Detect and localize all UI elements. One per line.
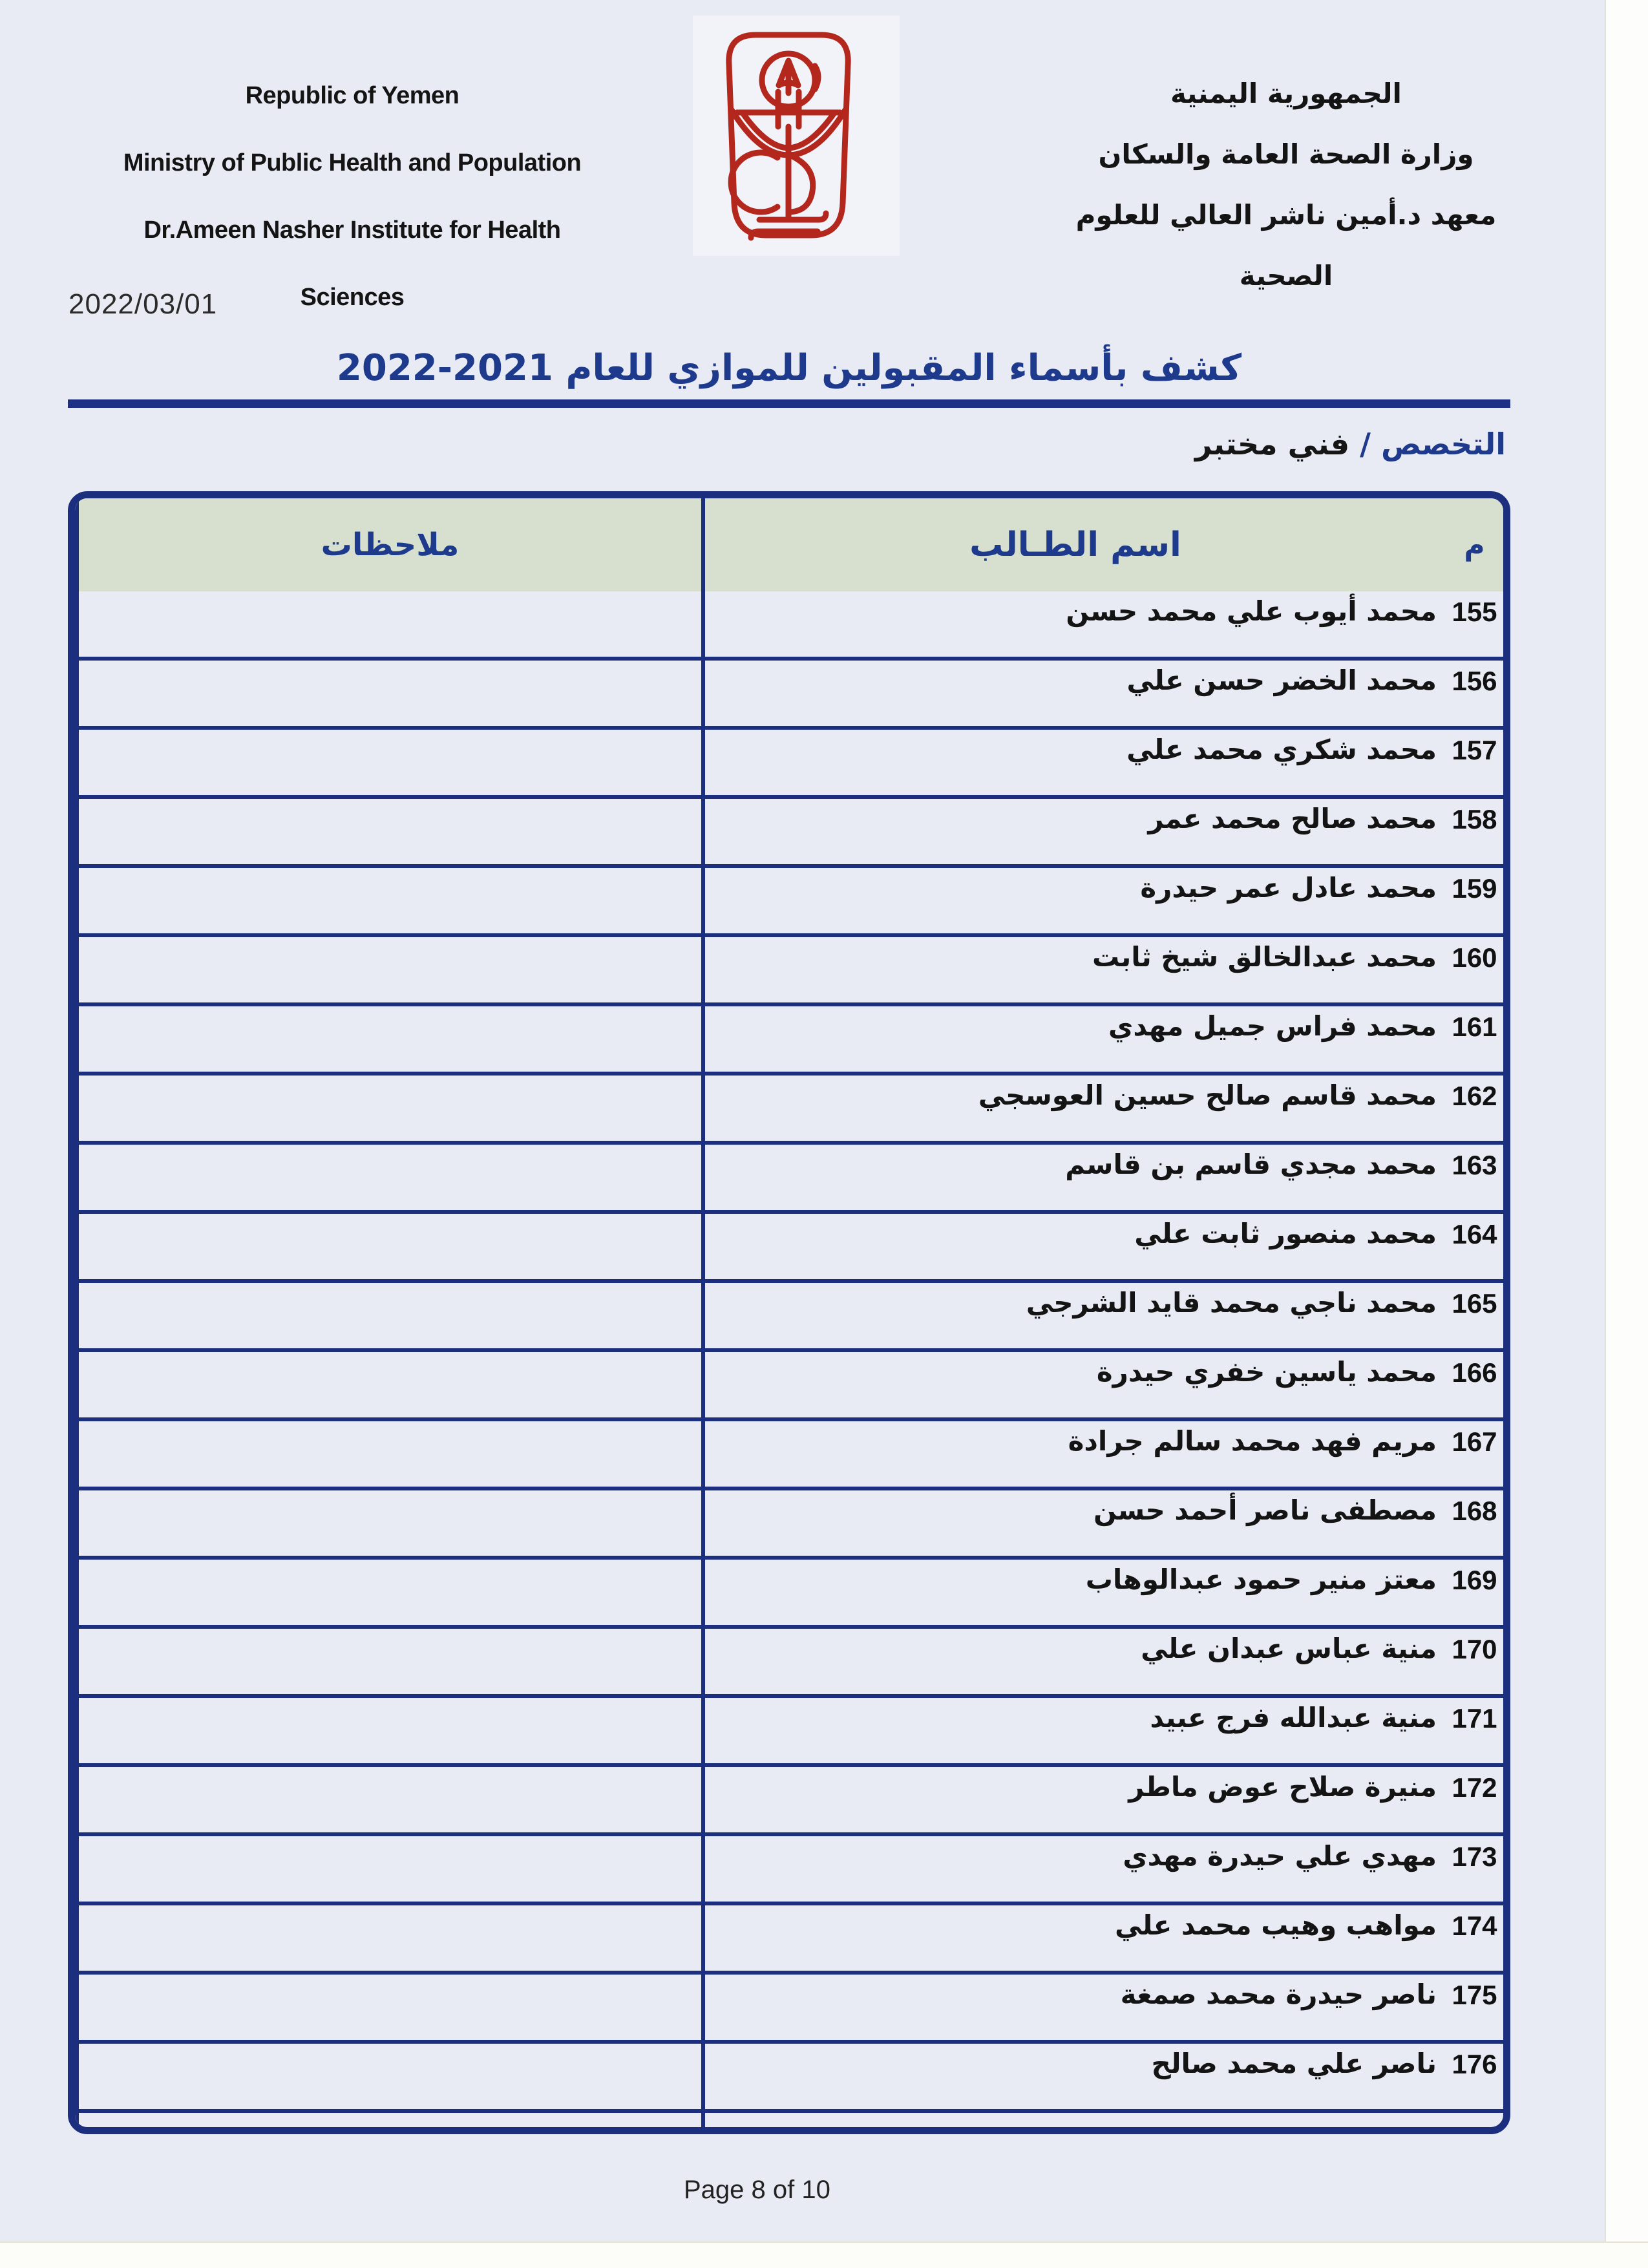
row-number-cell (1446, 1767, 1503, 1832)
title-underline (68, 399, 1510, 408)
document-date: 2022/03/01 (69, 288, 218, 320)
row-name-cell (701, 1836, 1446, 1902)
row-name-cell (701, 799, 1446, 864)
row-number: 175 (1452, 1980, 1497, 2010)
row-name: محمد صالح محمد عمر (1148, 803, 1437, 834)
table-row (75, 1421, 1503, 1490)
row-name: محمد منصور ثابت علي (1134, 1218, 1437, 1249)
row-number-cell (1446, 799, 1503, 864)
row-number-cell (1446, 1975, 1503, 2040)
table-row (75, 1698, 1503, 1767)
table-row (75, 661, 1503, 730)
table-row (75, 799, 1503, 868)
row-number: 158 (1452, 804, 1497, 834)
table-row (75, 937, 1503, 1006)
table-row (75, 2044, 1503, 2113)
scan-edge-right (1605, 0, 1648, 2268)
letterhead-arabic-line3: معهد د.أمين ناشر العالي للعلوم الصحية (1075, 199, 1497, 291)
row-number-cell (1446, 1698, 1503, 1763)
row-number-cell (1446, 1352, 1503, 1417)
row-number: 161 (1452, 1012, 1497, 1042)
row-name-cell (701, 661, 1446, 726)
row-number-cell (1446, 868, 1503, 933)
row-number-cell (1446, 1490, 1503, 1556)
table-row (75, 1145, 1503, 1214)
table-row (75, 591, 1503, 661)
row-number-cell (1446, 1836, 1503, 1902)
row-number: 164 (1452, 1219, 1497, 1249)
table-header-row (75, 498, 1503, 591)
row-notes-cell (75, 1698, 701, 1763)
row-notes-cell (75, 868, 701, 933)
row-number-cell (1446, 1283, 1503, 1348)
row-number-cell (1446, 1145, 1503, 1210)
row-notes-cell (75, 1214, 701, 1279)
health-caduceus-emblem-icon (721, 28, 856, 242)
row-notes-cell (75, 1836, 701, 1902)
page-number-label: Page 8 of 10 (684, 2176, 830, 2204)
row-name-cell (701, 591, 1446, 657)
row-number: 163 (1452, 1150, 1497, 1180)
page-title (0, 345, 1578, 392)
table-row (75, 1076, 1503, 1145)
sliver-name-cell (701, 2113, 1446, 2127)
row-number-cell (1446, 1214, 1503, 1279)
row-notes-cell (75, 1905, 701, 1971)
row-notes-cell (75, 1560, 701, 1625)
row-notes-cell (75, 661, 701, 726)
row-notes-cell (75, 1283, 701, 1348)
row-name-cell (701, 1490, 1446, 1556)
letterhead-english-line1: Republic of Yemen (245, 82, 460, 109)
row-name-cell (701, 1905, 1446, 1971)
table-row (75, 1767, 1503, 1836)
row-number-cell (1446, 1006, 1503, 1072)
row-number: 165 (1452, 1288, 1497, 1319)
letterhead-english-line2: Ministry of Public Health and Population (123, 149, 582, 176)
row-number: 171 (1452, 1703, 1497, 1733)
row-number-cell (1446, 661, 1503, 726)
row-number: 170 (1452, 1634, 1497, 1664)
row-number: 157 (1452, 735, 1497, 765)
row-name: محمد شكري محمد علي (1126, 734, 1437, 765)
table-row (75, 1490, 1503, 1560)
row-number-cell (1446, 2044, 1503, 2109)
row-name-cell (701, 868, 1446, 933)
row-number-cell (1446, 730, 1503, 795)
row-notes-cell (75, 1629, 701, 1694)
row-number: 156 (1452, 666, 1497, 696)
row-name: مواهب وهيب محمد علي (1114, 1909, 1437, 1941)
row-notes-cell (75, 1421, 701, 1487)
row-name: منية عبدالله فرج عبيد (1150, 1702, 1437, 1733)
table-row (75, 1836, 1503, 1905)
table-row (75, 1560, 1503, 1629)
sliver-number-cell (1446, 2113, 1503, 2127)
row-number: 166 (1452, 1357, 1497, 1388)
table-row (75, 1975, 1503, 2044)
row-notes-cell (75, 1975, 701, 2040)
row-name: منية عباس عبدان علي (1141, 1633, 1437, 1664)
row-name: محمد قاسم صالح حسين العوسجي (978, 1079, 1437, 1111)
row-name-cell (701, 1629, 1446, 1694)
row-number-cell (1446, 591, 1503, 657)
row-number-cell (1446, 1076, 1503, 1141)
letterhead-arabic-line2: وزارة الصحة العامة والسكان (1098, 138, 1474, 170)
row-name: ناصر حيدرة محمد صمغة (1120, 1978, 1437, 2010)
row-name: مهدي علي حيدرة مهدي (1123, 1840, 1437, 1872)
row-number-cell (1446, 1905, 1503, 1971)
row-number: 173 (1452, 1841, 1497, 1872)
specialization-value: فني مختبر (1194, 427, 1350, 461)
row-number: 155 (1452, 597, 1497, 627)
row-number-cell (1446, 937, 1503, 1002)
row-name: محمد أيوب علي محمد حسن (1066, 595, 1437, 627)
row-notes-cell (75, 937, 701, 1002)
row-name-cell (701, 1352, 1446, 1417)
row-number: 160 (1452, 942, 1497, 973)
row-notes-cell (75, 1490, 701, 1556)
row-name: محمد فراس جميل مهدي (1108, 1010, 1437, 1042)
row-name-cell (701, 1767, 1446, 1832)
page-title-years: 2022-2021 (336, 347, 553, 389)
row-name: مريم فهد محمد سالم جرادة (1068, 1425, 1437, 1457)
letterhead-arabic (1034, 63, 1538, 306)
table-row (75, 1629, 1503, 1698)
row-number: 174 (1452, 1911, 1497, 1941)
row-name: محمد ناجي محمد قايد الشرجي (1026, 1287, 1437, 1319)
row-name: معتز منير حمود عبدالوهاب (1085, 1563, 1437, 1595)
row-name-cell (701, 1145, 1446, 1210)
row-name: ناصر علي محمد صالح (1151, 2048, 1437, 2079)
row-notes-cell (75, 1767, 701, 1832)
row-name-cell (701, 1006, 1446, 1072)
row-number: 162 (1452, 1081, 1497, 1111)
row-name: محمد الخضر حسن علي (1126, 664, 1437, 696)
row-name: محمد ياسين خفري حيدرة (1096, 1356, 1437, 1388)
row-name-cell (701, 1283, 1446, 1348)
table-row (75, 868, 1503, 937)
row-number: 169 (1452, 1565, 1497, 1595)
row-name-cell (701, 1698, 1446, 1763)
table-row (75, 1905, 1503, 1975)
row-name: محمد عادل عمر حيدرة (1140, 872, 1437, 904)
row-notes-cell (75, 1076, 701, 1141)
column-header-notes: ملاحظات (75, 498, 701, 591)
scan-edge-bottom (0, 2242, 1648, 2268)
row-number-cell (1446, 1560, 1503, 1625)
row-name-cell (701, 1421, 1446, 1487)
row-number-cell (1446, 1421, 1503, 1487)
letterhead-arabic-line1: الجمهورية اليمنية (1170, 78, 1402, 109)
row-name: مصطفى ناصر أحمد حسن (1093, 1494, 1437, 1526)
row-name-cell (701, 1076, 1446, 1141)
row-name-cell (701, 937, 1446, 1002)
row-name-cell (701, 1214, 1446, 1279)
specialization-label: التخصص / (1360, 427, 1506, 461)
row-number: 167 (1452, 1426, 1497, 1457)
row-number: 159 (1452, 873, 1497, 904)
specialization-line (1195, 425, 1506, 463)
row-name: محمد مجدي قاسم بن قاسم (1065, 1149, 1437, 1180)
row-number: 172 (1452, 1772, 1497, 1803)
row-notes-cell (75, 2044, 701, 2109)
row-name: منيرة صلاح عوض ماطر (1128, 1771, 1437, 1803)
row-notes-cell (75, 799, 701, 864)
row-notes-cell (75, 1145, 701, 1210)
row-name-cell (701, 730, 1446, 795)
accepted-students-table (68, 491, 1510, 2134)
row-name-cell (701, 1975, 1446, 2040)
row-name-cell (701, 1560, 1446, 1625)
row-notes-cell (75, 730, 701, 795)
letterhead-english-line3: Dr.Ameen Nasher Institute for Health Sciences (143, 217, 561, 311)
column-header-student-name: اسم الطـالب (701, 498, 1446, 591)
table-row (75, 1214, 1503, 1283)
row-name-cell (701, 2044, 1446, 2109)
sliver-notes-cell (75, 2113, 701, 2127)
row-notes-cell (75, 1352, 701, 1417)
row-name: محمد عبدالخالق شيخ ثابت (1092, 941, 1437, 973)
table-row (75, 1006, 1503, 1076)
row-number-cell (1446, 1629, 1503, 1694)
row-number: 176 (1452, 2049, 1497, 2079)
column-header-number: م (1464, 528, 1485, 562)
table-bottom-sliver-row (75, 2113, 1503, 2127)
table-row (75, 730, 1503, 799)
row-number: 168 (1452, 1496, 1497, 1526)
table-row (75, 1283, 1503, 1352)
table-row (75, 1352, 1503, 1421)
row-notes-cell (75, 1006, 701, 1072)
page-title-text: كشف بأسماء المقبولين للموازي للعام (565, 347, 1242, 389)
row-notes-cell (75, 591, 701, 657)
